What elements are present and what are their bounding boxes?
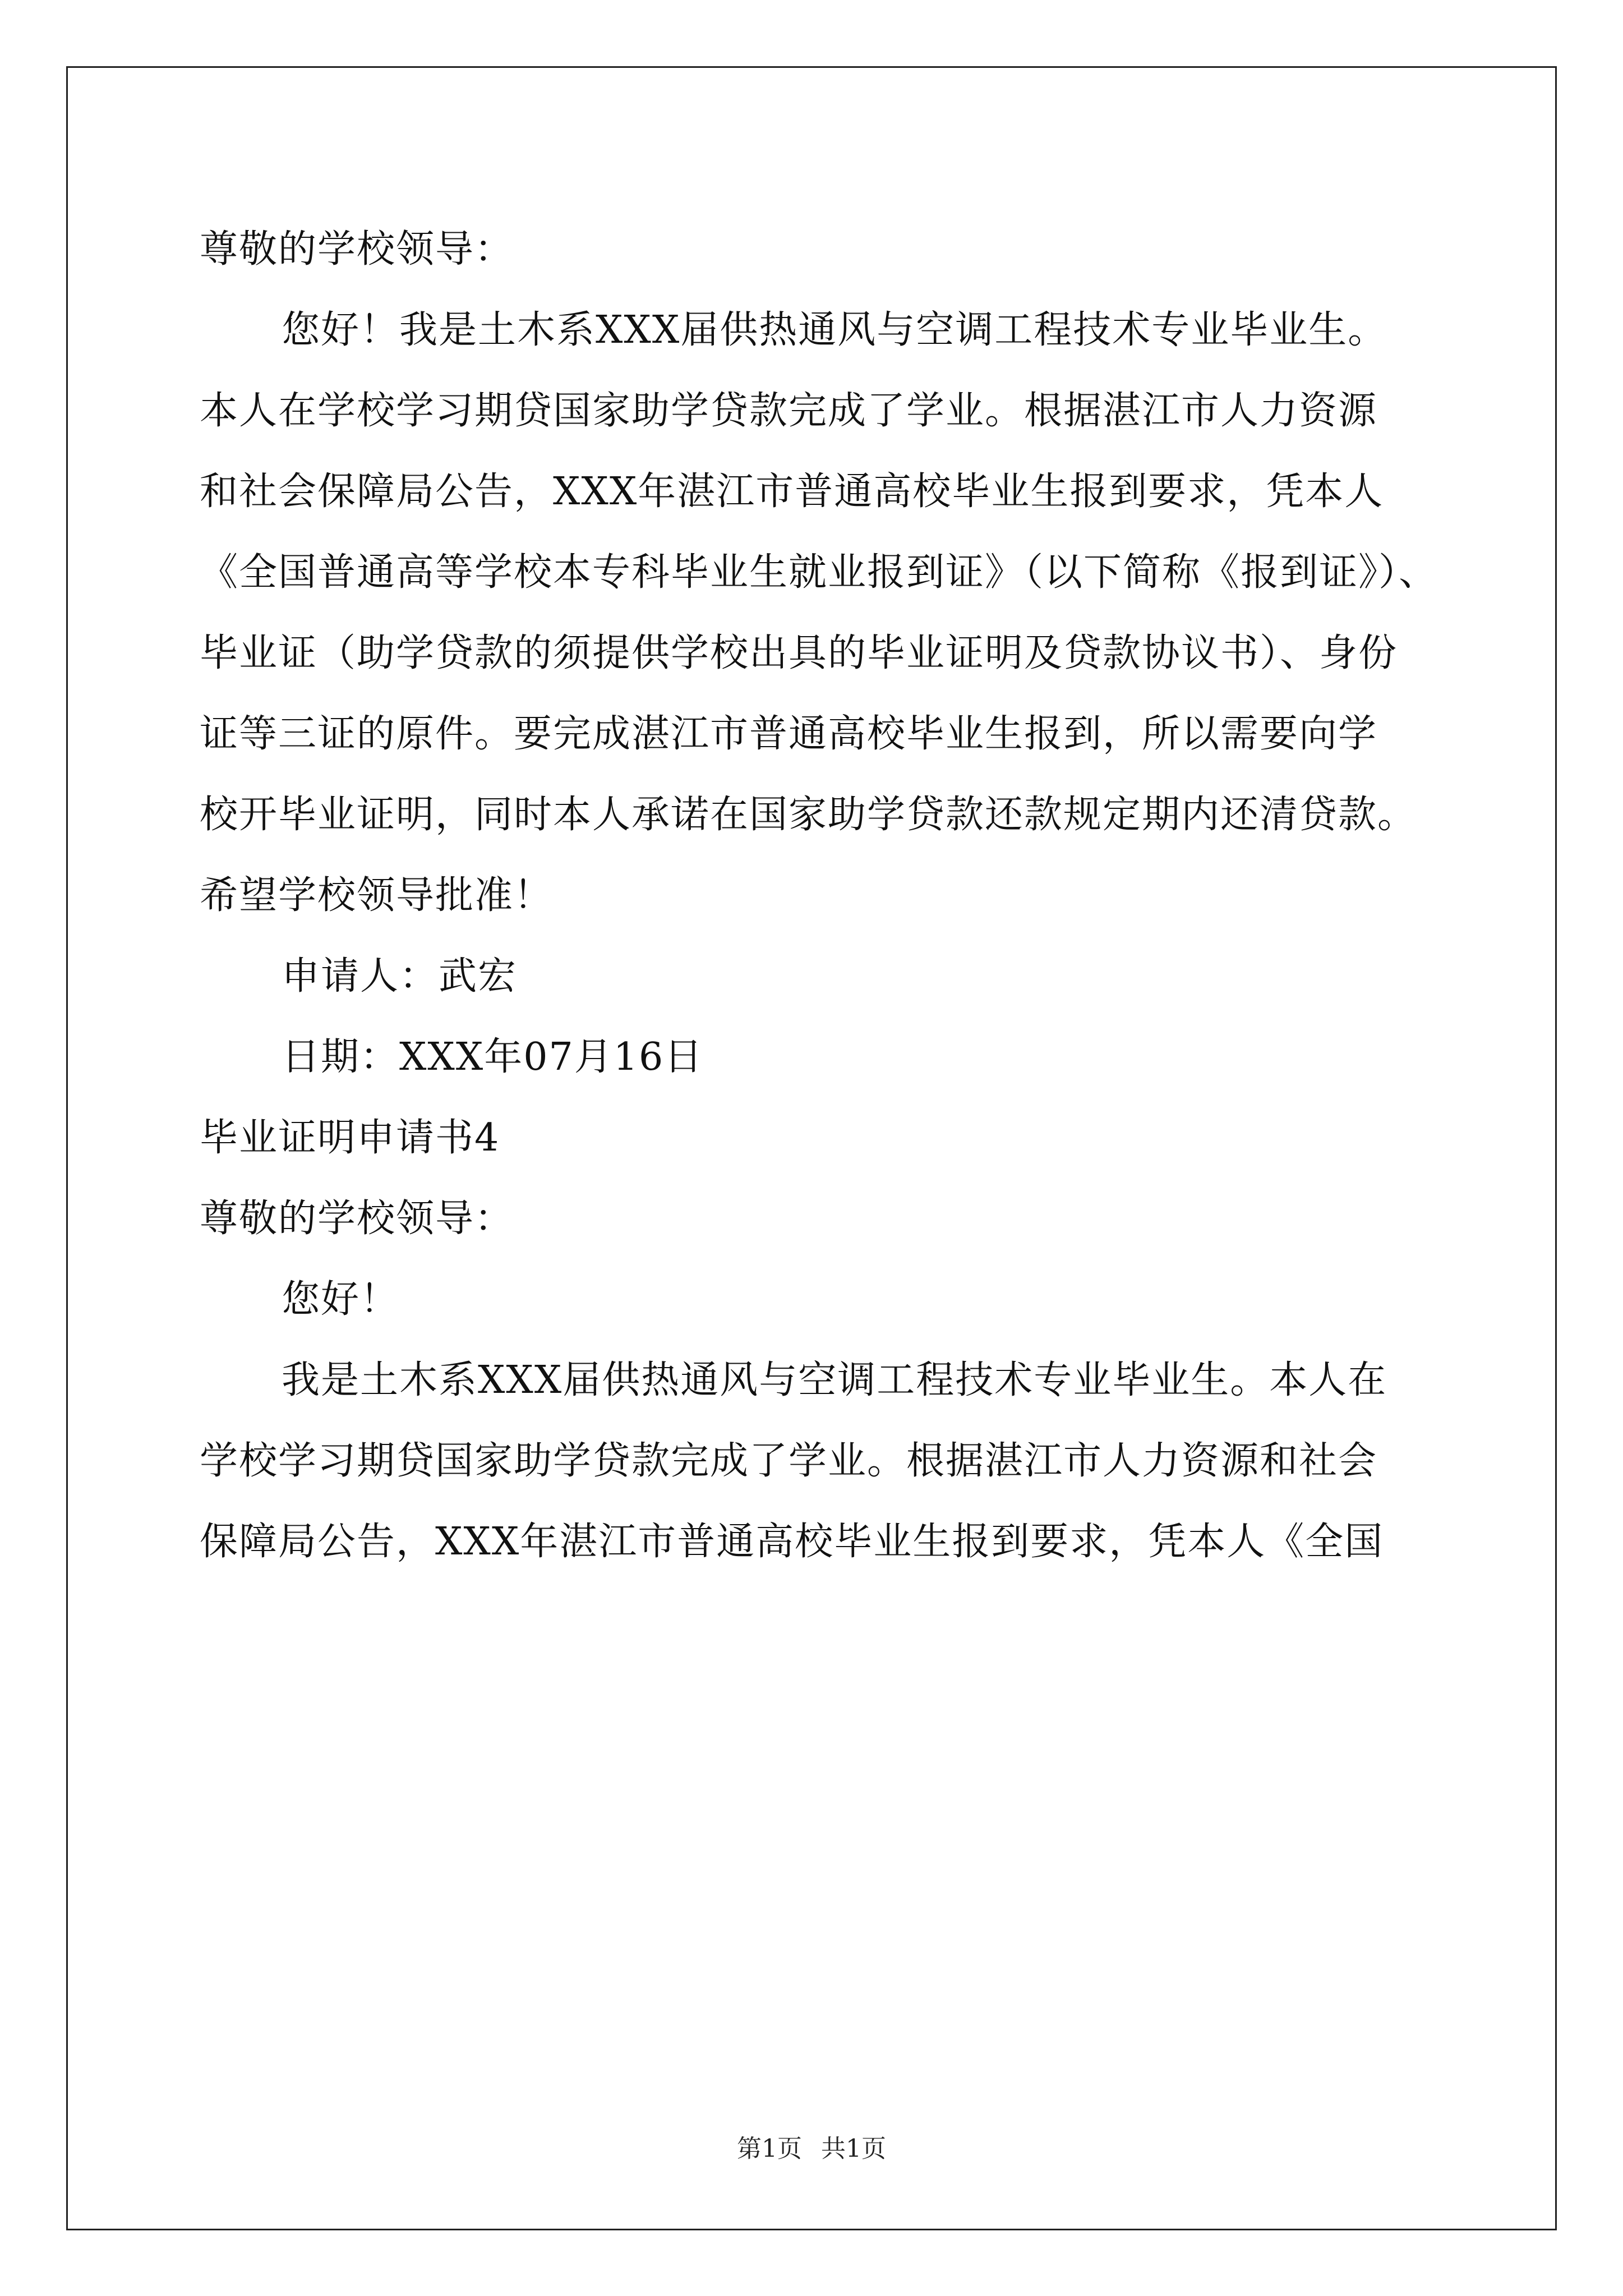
section-title: 毕业证明申请书4 xyxy=(200,1116,500,1160)
greeting-line: 您好！ xyxy=(282,1277,400,1322)
paragraph-line: 证等三证的原件。要完成湛江市普通高校毕业生报到，所以需要向学 xyxy=(200,712,1378,756)
salutation: 尊敬的学校领导： xyxy=(200,227,514,272)
paragraph-line: 您好！我是土木系XXX届供热通风与空调工程技术专业毕业生。 xyxy=(282,308,1387,352)
page-footer xyxy=(0,2134,1623,2164)
page-total: 共1页 xyxy=(821,2134,886,2163)
paragraph-line: 希望学校领导批准！ xyxy=(200,873,554,918)
page-number: 第1页 xyxy=(737,2134,802,2163)
salutation: 尊敬的学校领导： xyxy=(200,1197,514,1241)
paragraph-line: 毕业证（助学贷款的须提供学校出具的毕业证明及贷款协议书）、身份 xyxy=(200,631,1398,675)
paragraph-line: 保障局公告，XXX年湛江市普通高校毕业生报到要求，凭本人《全国 xyxy=(200,1520,1384,1564)
paragraph-line: 《全国普通高等学校本专科毕业生就业报到证》（以下简称《报到证》）、 xyxy=(200,550,1438,595)
date-line: 日期：XXX年07月16日 xyxy=(282,1035,704,1079)
paragraph-line: 本人在学校学习期贷国家助学贷款完成了学业。根据湛江市人力资源 xyxy=(200,389,1378,433)
applicant-line: 申请人：武宏 xyxy=(282,954,518,999)
paragraph-line: 我是土木系XXX届供热通风与空调工程技术专业毕业生。本人在 xyxy=(282,1358,1387,1402)
paragraph-line: 和社会保障局公告，XXX年湛江市普通高校毕业生报到要求，凭本人 xyxy=(200,470,1384,514)
paragraph-line: 学校学习期贷国家助学贷款完成了学业。根据湛江市人力资源和社会 xyxy=(200,1439,1378,1483)
paragraph-line: 校开毕业证明，同时本人承诺在国家助学贷款还款规定期内还清贷款。 xyxy=(200,793,1417,837)
